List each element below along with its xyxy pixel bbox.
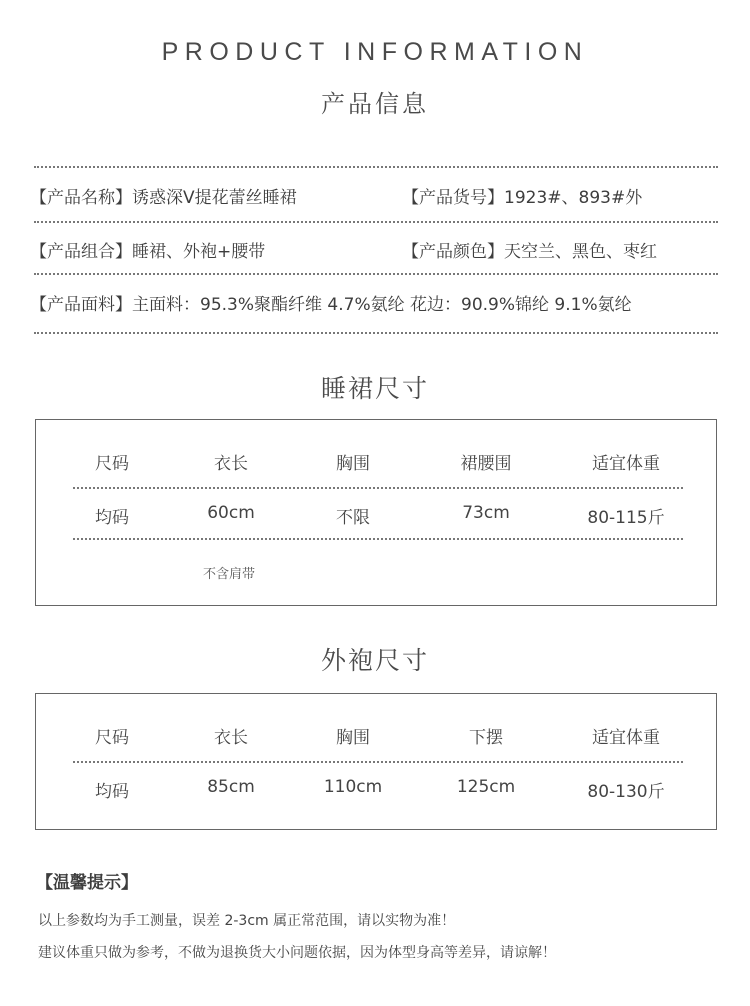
table-cell: 85cm [207,777,255,797]
divider [34,332,718,334]
divider [73,761,683,763]
divider [34,221,718,223]
table-cell: 不限 [336,508,370,528]
table-header-cell: 衣长 [214,728,248,748]
title-english: PRODUCT INFORMATION [161,38,589,66]
nightdress-size-title: 睡裙尺寸 [320,374,429,403]
table-cell: 80-115斤 [587,508,665,528]
robe-size-title: 外袍尺寸 [320,646,429,675]
table-header-cell: 衣长 [214,454,248,474]
table-header-cell: 胸围 [336,728,370,748]
table-cell: 均码 [95,508,129,528]
table-header-cell: 尺码 [95,728,129,748]
divider [73,487,683,489]
divider [73,538,683,540]
info-product-fabric: 【产品面料】主面料：95.3%聚酯纤维 4.7%氨纶 花边：90.9%锦纶 9.1%氨纶 [30,295,632,315]
table-header-cell: 胸围 [336,454,370,474]
tips-line-1: 以上参数均为手工测量，误差 2-3cm 属正常范围，请以实物为准！ [38,913,456,929]
tips-line-2: 建议体重只做为参考，不做为退换货大小问题依据，因为体型身高等差异，请谅解！ [38,945,556,961]
info-product-colors: 【产品颜色】天空兰、黑色、枣红 [402,242,657,262]
table-cell: 125cm [456,777,516,797]
title-chinese: 产品信息 [321,90,429,118]
info-product-name: 【产品名称】诱惑深V提花蕾丝睡裙 [30,188,297,208]
table-cell: 80-130斤 [587,782,665,802]
table-header-cell: 下摆 [469,728,503,748]
table-header-cell: 适宜体重 [592,728,660,748]
table-cell: 110cm [323,777,383,797]
info-product-combo: 【产品组合】睡裙、外袍+腰带 [30,242,266,262]
table-header-cell: 适宜体重 [592,454,660,474]
table-note: 不含肩带 [203,567,256,582]
info-product-sku: 【产品货号】1923#、893#外 [402,188,643,208]
table-header-cell: 裙腰围 [460,454,512,474]
tips-title: 【温馨提示】 [36,873,138,893]
table-cell: 60cm [207,503,255,523]
table-header-cell: 尺码 [95,454,129,474]
table-cell: 73cm [462,503,510,523]
divider [34,273,718,275]
divider [34,166,718,168]
table-cell: 均码 [95,782,129,802]
